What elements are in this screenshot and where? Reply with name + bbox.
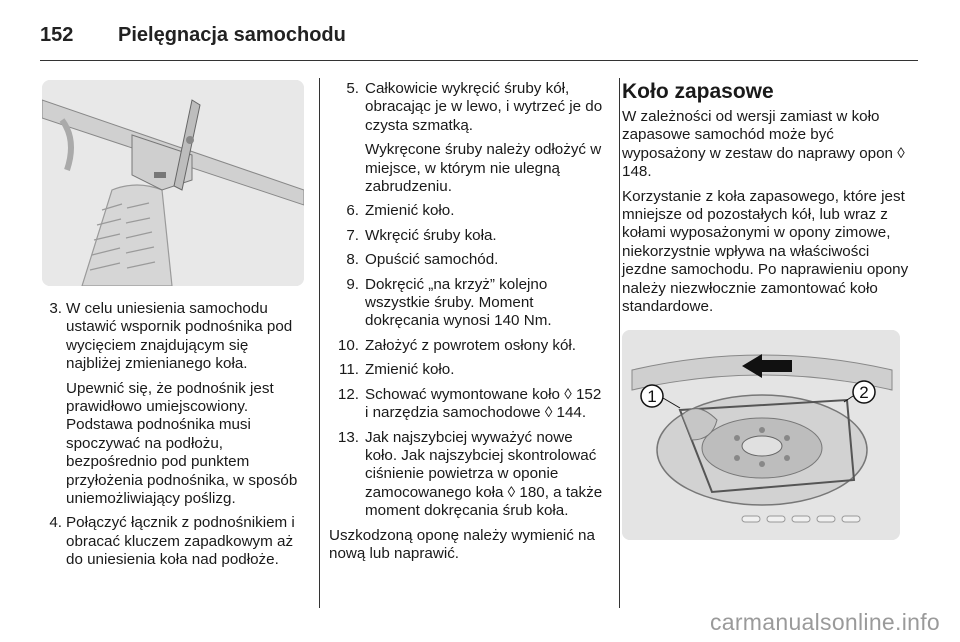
watermark: carmanualsonline.info [709,609,940,635]
step-number: 6. [346,202,359,220]
step-number: 7. [346,226,359,244]
step-text: Założyć z powrotem osłony kół. [365,336,577,354]
jack-under-car-image [42,80,304,286]
step-text: Wykręcone śruby należy odłożyć w miejsce, w którym nie ulegną zabrudzeniu. [365,141,602,196]
callout-number: 2 [859,383,869,403]
step-text: Całkowicie wykręcić śruby kół, obracając je w lewo, i wytrzeć je do czysta szmatką. [365,80,603,134]
list-item [329,386,607,423]
step-number: 8. [346,251,359,269]
list-item [329,429,607,521]
step-number: 13. [337,428,359,446]
step-text: Jak najszybciej wyważyć nowe koło. Jak najszybciej skontrolować ciśnienie powietrza w oponie zamocowanego koła ◊ 180, a także moment dokręcania śrub koła. [365,428,603,520]
step-text: Połączyć łącznik z podnośnikiem i obracać kluczem zapadkowym aż do uniesienia koła nad podłoże. [66,514,295,569]
list-item [40,514,306,569]
list-item [329,227,607,245]
step-number: 3. [49,300,62,317]
step-text: Zmienić koło. [365,361,455,379]
page-header [40,14,920,54]
list-item [329,361,607,379]
column-divider-right [619,78,620,608]
page-number: 152 [40,24,74,46]
right-column [622,80,912,540]
column-divider-left [319,78,320,608]
steps-list-middle [329,80,607,521]
header-rule [40,60,918,61]
step-text: Zmienić koło. [365,202,455,220]
step-text: Opuścić samochód. [365,251,499,269]
left-column [40,80,306,576]
closing-text: Uszkodzoną oponę należy wymienić na nową lub naprawić. [329,526,595,562]
step-text: Upewnić się, że podnośnik jest prawidłowo umiejscowiony. Podstawa podnośnika musi spoczywać na podłożu, bezpośrednio pod punktem przyłożenia podnośnika, w sposób uniemożliwiający poślizg. [66,379,298,508]
section-heading: Koło zapasowe [622,80,774,103]
step-number: 10. [337,336,359,354]
list-item [329,202,607,220]
page-title: Pielęgnacja samochodu [118,24,346,46]
list-item [329,276,607,331]
spare-wheel-image [622,330,900,540]
step-number: 9. [346,275,359,293]
step-text: W celu uniesienia samochodu ustawić wspornik podnośnika pod wycięciem znajdującym się najbliżej zmienianego koła. [66,300,293,373]
section-paragraph: W zależności od wersji zamiast w koło zapasowe samochód może być wyposażony w zestaw do naprawy opon ◊ 148. [622,108,905,181]
list-item [329,337,607,355]
step-number: 11. [339,361,359,379]
list-item [329,80,607,196]
step-text: Wkręcić śruby koła. [365,226,497,244]
step-number: 4. [49,514,62,532]
jack-illustration [42,80,304,286]
section-paragraph: Korzystanie z koła zapasowego, które jest mniejsze od pozostałych kół, lub wraz z kołami wyposażonymi w opony zimowe, niekorzystnie wpływa na właściwości jezdne samochodu. Po naprawieniu opony należy niezwłocznie zamontować koło standardowe. [622,187,909,316]
middle-column [329,80,607,563]
step-number: 12. [337,385,359,403]
step-text: Dokręcić „na krzyż” kolejno wszystkie śruby. Moment dokręcania wynosi 140 Nm. [365,275,552,330]
list-item [40,300,306,508]
step-text: Schować wymontowane koło ◊ 152 i narzędzia samochodowe ◊ 144. [365,385,602,422]
callout-number: 1 [647,387,657,407]
spare-wheel-illustration [622,330,900,540]
steps-list-left [40,300,306,570]
list-item [329,251,607,269]
step-number: 5. [346,80,359,97]
